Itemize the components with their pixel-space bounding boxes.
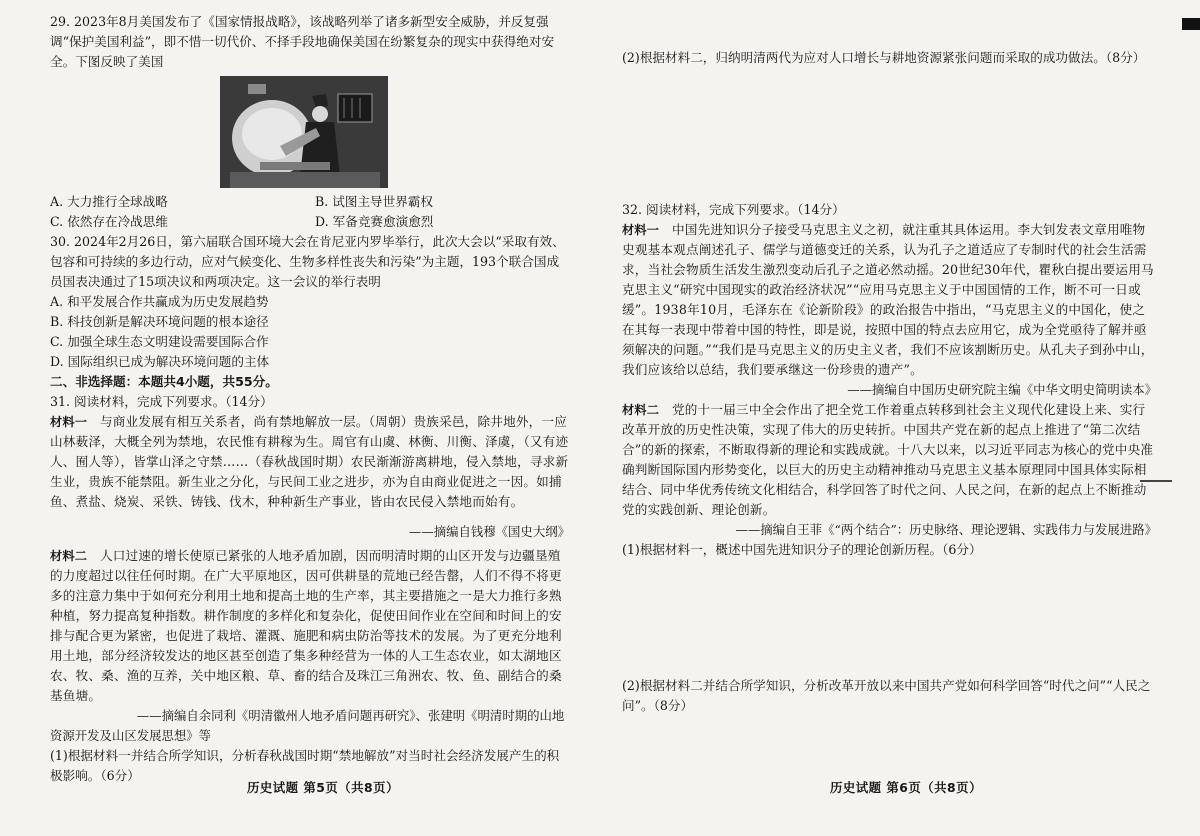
page-right xyxy=(600,0,1200,836)
left-column xyxy=(50,12,570,786)
q32-material-2 xyxy=(622,400,1157,520)
q32-requirement-1: (1)根据材料一，概述中国先进知识分子的理论创新历程。（6分） xyxy=(622,542,982,557)
margin-dash-mark xyxy=(1140,480,1172,482)
q32-material-1-label: 材料一 xyxy=(622,223,660,237)
right-column xyxy=(622,48,1157,716)
q31-material-2 xyxy=(50,546,570,706)
q31-requirement-2: (2)根据材料二，归纳明清两代为应对人口增长与耕地资源紧张问题而采取的成功做法。（8分） xyxy=(622,50,1146,65)
q32-material-2-text: 党的十一届三中全会作出了把全党工作着重点转移到社会主义现代化建设上来、实行改革开放的历史性决策，实现了伟大的历史转折。中国共产党在新的起点上推进了“第二次结合”的新的探索，不断取得新的理论和实践成就。十八大以来，以习近平同志为核心的党中央准确判断国际国内形势变化，以巨大的历史主动精神推动马克思主义基本原理同中国具体实际相结合、同中华优秀传统文化相结合，科学回答了时代之问、人民之问，在新的起点上不断推动党的实践创新、理论创新。 xyxy=(622,402,1154,517)
q32-material-1-source: ——摘编自中国历史研究院主编《中华文明史简明读本》 xyxy=(847,382,1157,397)
cartoon-illustration-icon xyxy=(220,76,388,188)
section-2-heading: 二、非选择题：本题共4小题，共55分。 xyxy=(50,374,278,389)
q31-material-1-source: ——摘编自钱穆《国史大纲》 xyxy=(408,524,570,539)
q31-material-2-text: 人口过速的增长使原已紧张的人地矛盾加剧，因而明清时期的山区开发与边疆垦殖的力度超过以往任何时期。在广大平原地区，因可供耕垦的荒地已经告罄，人们不得不将更多的注意力集中于如何充分利用土地和提高土地的生产率，其主要措施之一是大力推行多熟种植，努力提高复种指数。耕作制度的多样化和复杂化，促使田间作业在空间和时间上的安排与配合更为紧密，也促进了栽培、灌溉、施肥和病虫防治等技术的发展。为了更充分地利用土地，部分经济较发达的地区甚至创造了集多种经营为一体的人工生态农业，如太湖地区农、牧、桑、渔的互养，关中地区粮、草、畜的结合及珠江三角洲农、牧、鱼、副结合的桑基鱼塘。 xyxy=(50,548,562,703)
q31-material-1 xyxy=(50,412,570,512)
political-cartoon-image xyxy=(220,76,388,188)
q30-options xyxy=(50,292,570,372)
q29-option-b[interactable]: B. 试图主导世界霸权 xyxy=(315,194,434,209)
q30-option-a[interactable]: A. 和平发展合作共赢成为历史发展趋势 xyxy=(50,294,269,309)
q29-option-d[interactable]: D. 军备竞赛愈演愈烈 xyxy=(315,214,434,229)
q31-material-1-label: 材料一 xyxy=(50,415,88,429)
q31-material-2-label: 材料二 xyxy=(50,549,88,563)
q32-material-2-source: ——摘编自王菲《“两个结合”：历史脉络、理论逻辑、实践伟力与发展进路》 xyxy=(735,522,1157,537)
footer-page-6: 历史试题 第6页（共8页） xyxy=(830,780,982,795)
q31-stem: 31. 阅读材料，完成下列要求。（14分） xyxy=(50,394,273,409)
q32-material-2-label: 材料二 xyxy=(622,403,660,417)
q29-option-a[interactable]: A. 大力推行全球战略 xyxy=(50,194,168,209)
q32-stem: 32. 阅读材料，完成下列要求。（14分） xyxy=(622,202,845,217)
footer-page-5: 历史试题 第5页（共8页） xyxy=(247,780,399,795)
q29-stem: 29. 2023年8月美国发布了《国家情报战略》，该战略列举了诸多新型安全威胁，并反复强调“保护美国利益”，即不惜一切代价、不择手段地确保美国在纷繁复杂的现实中获得绝对安全。下图反映了美国 xyxy=(50,14,555,69)
q31-material-1-text: 与商业发展有相互关系者，尚有禁地解放一层。（周朝）贵族采邑，除井地外，一应山林薮泽，大概全列为禁地，农民惟有耕稼为生。周官有山虞、林衡、川衡、泽虞，（又有迹人、囿人等），皆掌山泽之守禁……（春秋战国时期）农民渐渐游离耕地，侵入禁地，寻求新生业，贵族不能禁阻。新生业之分化，与民间工业之进步，亦为自由商业促进之一因。如捕鱼、煮盐、烧炭、采铁、铸钱、伐木，种种新生产事业，皆由农民侵入禁地而始有。 xyxy=(50,414,569,509)
q30-option-c[interactable]: C. 加强全球生态文明建设需要国际合作 xyxy=(50,334,269,349)
q30-option-d[interactable]: D. 国际组织已成为解决环境问题的主体 xyxy=(50,354,270,369)
q30-option-b[interactable]: B. 科技创新是解决环境问题的根本途径 xyxy=(50,314,269,329)
q29-option-c[interactable]: C. 依然存在冷战思维 xyxy=(50,214,168,229)
q30-stem: 30. 2024年2月26日，第六届联合国环境大会在肯尼亚内罗毕举行，此次大会以“采取有效、包容和可持续的多边行动，应对气候变化、生物多样性丧失和污染”为主题，193个联合国成员国表决通过了15项决议和两项决定。这一会议的举行表明 xyxy=(50,234,565,289)
q32-material-1-text: 中国先进知识分子接受马克思主义之初，就注重其具体运用。李大钊发表文章用唯物史观基本观点阐述孔子、儒学与道德变迁的关系，认为孔子之道适应了专制时代的社会生活需求，当社会物质生活发生激烈变动后孔子之道必然动摇。20世纪30年代，瞿秋白提出要运用马克思主义“研究中国现实的政治经济状况”“应用马克思主义于中国国情的工作，断不可一日或缓”。1938年10月，毛泽东在《论新阶段》的政治报告中指出，“马克思主义的中国化，使之在其每一表现中带着中国的特性，即是说，按照中国的特点去应用它，成为全党亟待了解并亟须解决的问题。”“我们是马克思主义的历史主义者，我们不应该割断历史。从孔夫子到孙中山，我们应该给以总结，我们要承继这一份珍贵的遗产”。 xyxy=(622,222,1154,377)
q32-material-1 xyxy=(622,220,1157,380)
corner-registration-mark xyxy=(1182,18,1200,30)
q29-options xyxy=(50,192,570,232)
answer-space[interactable] xyxy=(622,68,1157,200)
q31-requirement-1: (1)根据材料一并结合所学知识，分析春秋战国时期“禁地解放”对当时社会经济发展产生的积极影响。（6分） xyxy=(50,748,560,783)
q31-material-2-source: ——摘编自余同利《明清徽州人地矛盾问题再研究》、张建明《明清时期的山地资源开发及山区发展思想》等 xyxy=(50,708,565,743)
q32-requirement-2: (2)根据材料二并结合所学知识，分析改革开放以来中国共产党如何科学回答“时代之问”“人民之问”。（8分） xyxy=(622,678,1151,713)
answer-space-2[interactable] xyxy=(622,560,1157,676)
